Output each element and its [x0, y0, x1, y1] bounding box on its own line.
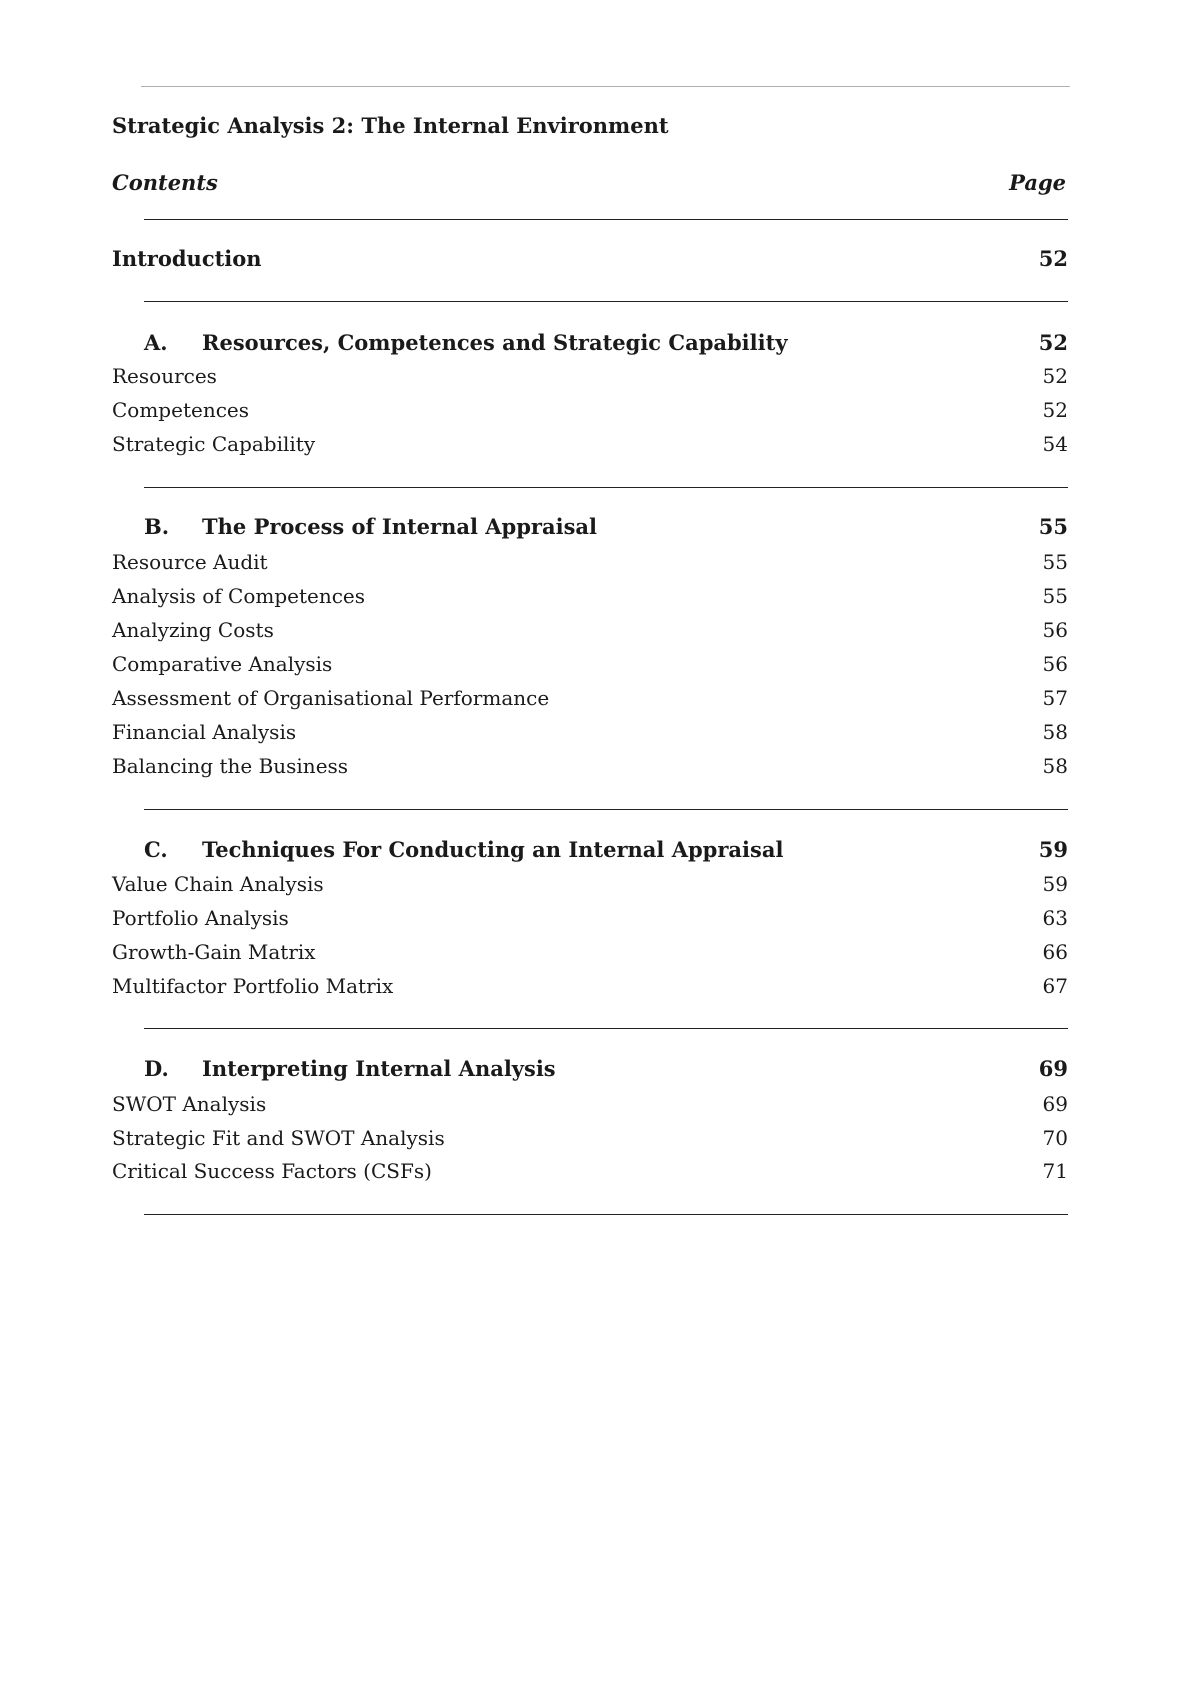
toc-item-page: 67	[1042, 974, 1068, 998]
toc-item-page: 55	[1042, 584, 1068, 608]
toc-section-a-heading	[144, 331, 1068, 355]
toc-item	[112, 720, 1068, 744]
toc-item-page: 59	[1042, 872, 1068, 896]
toc-item-page: 66	[1042, 940, 1068, 964]
toc-item-page: 70	[1042, 1126, 1068, 1150]
toc-item	[112, 550, 1068, 574]
divider	[144, 1214, 1068, 1215]
page-column-label: Page	[1009, 170, 1066, 195]
divider	[144, 301, 1068, 302]
toc-item	[112, 432, 1068, 456]
toc-item	[112, 1092, 1068, 1116]
toc-item-label: Strategic Fit and SWOT Analysis	[112, 1126, 445, 1150]
toc-item-page: 52	[1042, 398, 1068, 422]
section-page: 52	[1038, 330, 1068, 355]
toc-item-page: 71	[1042, 1159, 1068, 1183]
toc-entry-introduction	[112, 247, 1068, 271]
toc-item-label: Critical Success Factors (CSFs)	[112, 1159, 432, 1183]
section-letter: A.	[144, 330, 168, 355]
toc-item	[112, 940, 1068, 964]
toc-item-page: 58	[1042, 754, 1068, 778]
section-heading: Interpreting Internal Analysis	[202, 1056, 556, 1081]
section-heading: Techniques For Conducting an Internal Appraisal	[202, 837, 784, 862]
section-letter: D.	[144, 1056, 169, 1081]
toc-item-label: Balancing the Business	[112, 754, 349, 778]
toc-item	[112, 974, 1068, 998]
document-title: Strategic Analysis 2: The Internal Environment	[112, 113, 669, 138]
toc-item	[112, 618, 1068, 642]
toc-item-label: Value Chain Analysis	[112, 872, 324, 896]
contents-label: Contents	[112, 170, 218, 195]
toc-item-label: Assessment of Organisational Performance	[112, 686, 550, 710]
toc-item	[112, 686, 1068, 710]
toc-item-page: 52	[1042, 364, 1068, 388]
toc-item-page: 56	[1042, 652, 1068, 676]
toc-item-page: 69	[1042, 1092, 1068, 1116]
divider	[144, 1028, 1068, 1029]
toc-item-label: Analyzing Costs	[112, 618, 274, 642]
toc-item-page: 58	[1042, 720, 1068, 744]
toc-item-label: Growth-Gain Matrix	[112, 940, 316, 964]
section-letter: B.	[144, 514, 170, 539]
toc-item	[112, 364, 1068, 388]
toc-item	[112, 754, 1068, 778]
toc-item-label: Resources	[112, 364, 217, 388]
toc-section-b-heading	[144, 515, 1068, 539]
toc-item-page: 56	[1042, 618, 1068, 642]
toc-item-label: Comparative Analysis	[112, 652, 333, 676]
toc-item	[112, 1159, 1068, 1183]
toc-section-c-heading	[144, 838, 1068, 862]
section-page: 69	[1038, 1056, 1068, 1081]
toc-item-page: 55	[1042, 550, 1068, 574]
toc-section-d-heading	[144, 1057, 1068, 1081]
section-letter: C.	[144, 837, 168, 862]
toc-item	[112, 906, 1068, 930]
toc-item-page: 54	[1042, 432, 1068, 456]
section-heading: The Process of Internal Appraisal	[202, 514, 597, 539]
toc-item-page: 57	[1042, 686, 1068, 710]
toc-item	[112, 398, 1068, 422]
toc-item-label: Portfolio Analysis	[112, 906, 289, 930]
divider	[144, 219, 1068, 220]
contents-header	[112, 170, 1068, 195]
section-page: 59	[1038, 837, 1068, 862]
toc-entry-page: 52	[1038, 246, 1068, 271]
toc-item	[112, 1126, 1068, 1150]
divider	[144, 487, 1068, 488]
toc-item	[112, 584, 1068, 608]
toc-item-label: Multifactor Portfolio Matrix	[112, 974, 394, 998]
toc-item-label: Resource Audit	[112, 550, 268, 574]
toc-item-page: 63	[1042, 906, 1068, 930]
toc-item-label: Financial Analysis	[112, 720, 297, 744]
divider	[144, 809, 1068, 810]
toc-item-label: SWOT Analysis	[112, 1092, 267, 1116]
toc-item	[112, 652, 1068, 676]
toc-entry-label: Introduction	[112, 246, 262, 271]
section-heading: Resources, Competences and Strategic Capability	[202, 330, 788, 355]
toc-item-label: Competences	[112, 398, 250, 422]
toc-item-label: Analysis of Competences	[112, 584, 366, 608]
top-divider	[141, 86, 1070, 87]
toc-item	[112, 872, 1068, 896]
section-page: 55	[1038, 514, 1068, 539]
toc-item-label: Strategic Capability	[112, 432, 316, 456]
